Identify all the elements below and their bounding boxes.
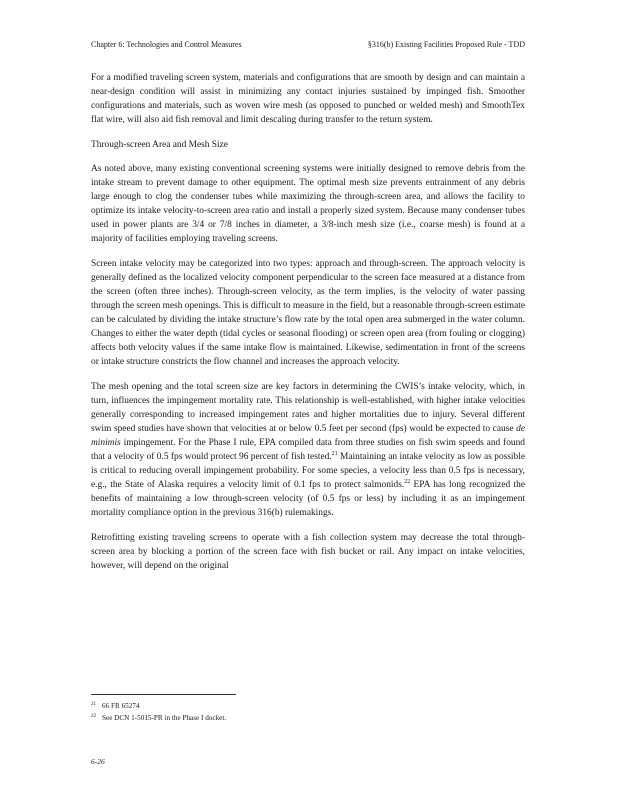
footnote-number: 22	[91, 714, 96, 719]
footnote-number: 21	[91, 702, 96, 707]
header-document-title: §316(b) Existing Facilities Proposed Rule - TDD	[367, 40, 525, 49]
footnote-ref-22[interactable]: 22	[404, 479, 411, 485]
footnote-text: 66 FR 65274	[102, 702, 140, 710]
footnote-ref-21[interactable]: 21	[331, 451, 338, 457]
footnote-divider	[91, 694, 236, 695]
footnote-text: See DCN 1-5015-PR in the Phase I docket.	[102, 714, 227, 722]
text-span: The mesh opening and the total screen size are key factors in determining the CWIS’s intake velocity, which, in turn, influences the impingement mortality rate. This relationship is well-established, with higher intake velocities generally corresponding to increased impingement rates and higher mortalities due to injury. Several different swim speed studies have shown that velocities at or below 0.5 feet per second (fps) would be expected to cause	[91, 382, 525, 434]
section-heading: Through-screen Area and Mesh Size	[91, 140, 228, 150]
footnote-item	[91, 700, 226, 712]
text-span: Maintaining an intake velocity as low as possible is critical to reducing overall impingement probability. For some species, a velocity less than 0.5 fps is necessary, e.g., the State of Alaska requires a velocity limit of 0.1 fps to protect salmonids.	[91, 452, 525, 490]
paragraph-retrofitting: Retrofitting existing traveling screens to operate with a fish collection system may decrease the total through-screen area by blocking a portion of the screen face with fish bucket or rail. Any impact on intake velocities, however, will depend on the original	[91, 533, 525, 571]
italic-term: de minimis	[91, 424, 525, 448]
paragraph-mesh-size: As noted above, many existing conventional screening systems were initially designed to remove debris from the intake stream to prevent damage to other equipment. The optimal mesh size prevents entrainment of any debris large enough to clog the condenser tubes while maximizing the through-screen area, and allows the facility to optimize its intake velocity-to-screen area ratio and install a properly sized system. Because many condenser tubes used in power plants are 3/4 or 7/8 inches in diameter, a 3/8-inch mesh size (i.e., coarse mesh) is found at a majority of facilities employing traveling screens.	[91, 164, 525, 244]
footnote-item	[91, 712, 226, 724]
running-header	[91, 40, 525, 52]
paragraph-impingement	[91, 380, 525, 520]
text-span: impingement. For the Phase I rule, EPA compiled data from three studies on fish swim speeds and found that a velocity of 0.5 fps would protect 96 percent of fish tested.	[91, 438, 525, 462]
text-span: EPA has long recognized the benefits of maintaining a low through-screen velocity (of 0.5 fps or less) by including it as an impingement mortality compliance option in the previous 316(b) rulemakings.	[91, 480, 525, 518]
footnotes	[91, 700, 226, 724]
paragraph-intake-velocity: Screen intake velocity may be categorized into two types: approach and through-screen. The approach velocity is generally defined as the localized velocity component perpendicular to the screen face measured at a distance from the screen (often three inches). Through-screen velocity, as the term implies, is the velocity of water passing through the screen mesh openings. This is difficult to measure in the field, but a reasonable through-screen estimate can be calculated by dividing the intake structure’s flow rate by the total open area submerged in the water column. Changes to either the water depth (tidal cycles or seasonal flooding) or screen open area (from fouling or clogging) affects both velocity values if the same intake flow is maintained. Likewise, sedimentation in front of the screens or intake structure constricts the flow channel and increases the approach velocity.	[91, 259, 525, 367]
body-text	[91, 71, 525, 573]
paragraph-screen-materials: For a modified traveling screen system, materials and configurations that are smooth by design and can maintain a near-design condition will assist in minimizing any contact injuries sustained by impinged fish. Smoother configurations and materials, such as woven wire mesh (as opposed to punched or welded mesh) and SmoothTex flat wire, will also aid fish removal and limit descaling during transfer to the return system.	[91, 73, 525, 125]
header-chapter: Chapter 6: Technologies and Control Measures	[91, 40, 242, 49]
page-number: 6-26	[91, 757, 105, 766]
